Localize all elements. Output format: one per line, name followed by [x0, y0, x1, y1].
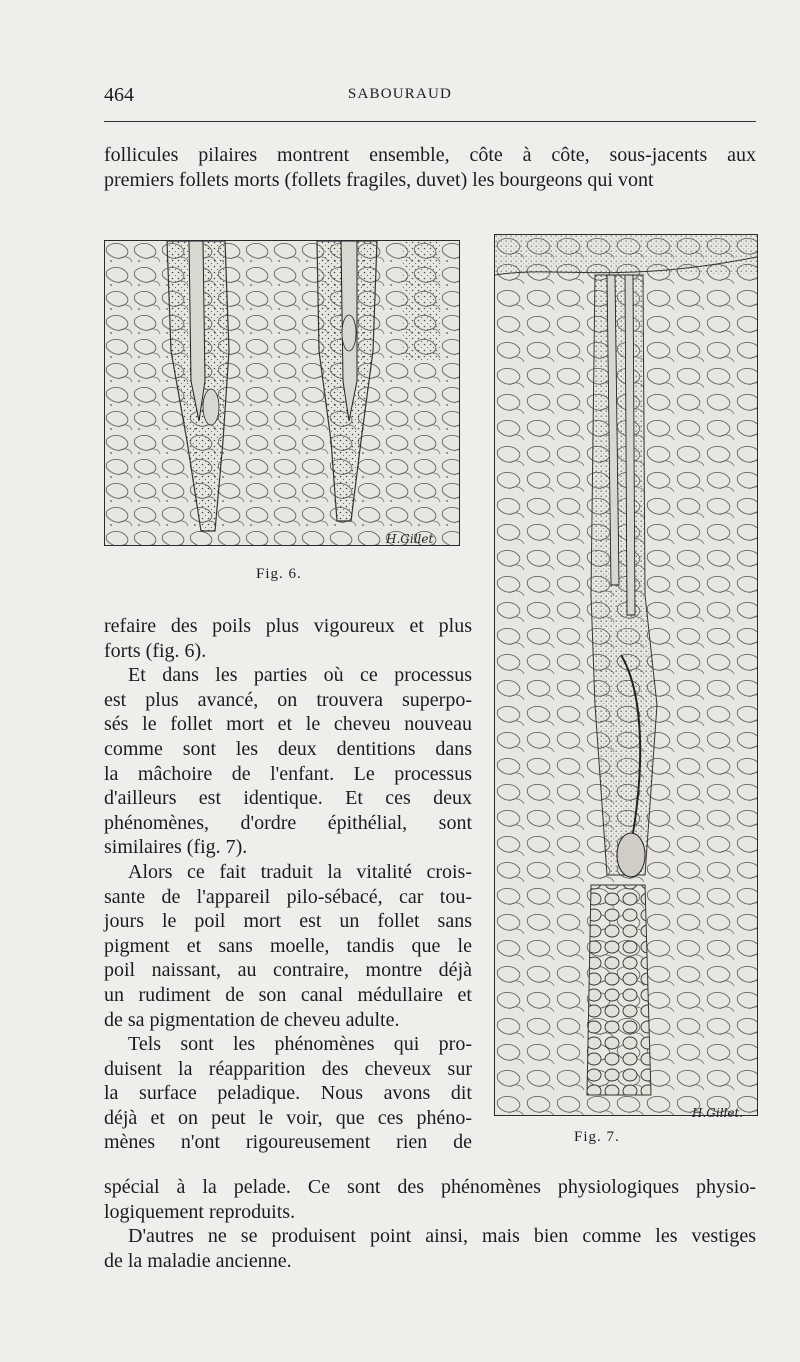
text-line: similaires (fig. 7). [104, 836, 248, 859]
text-line: sante de l'appareil pilo-sébacé, car tou- [104, 885, 472, 908]
text-line: comme sont les deux dentitions dans [104, 737, 472, 760]
figure-7-signature: H.Gillet. [692, 1106, 744, 1120]
text-line: refaire des poils plus vigoureux et plus [104, 615, 472, 637]
header-rule [104, 121, 756, 122]
text-line: la surface peladique. Nous avons dit [104, 1082, 472, 1105]
opening-paragraph [104, 143, 756, 192]
text-line: spécial à la pelade. Ce sont des phénomènes physiologiques physio- [104, 1176, 756, 1198]
text-line: duisent la réapparition des cheveux sur [104, 1057, 472, 1080]
text-line: pigment et sans moelle, tandis que le [104, 934, 472, 957]
text-line: de la maladie ancienne. [104, 1249, 292, 1272]
narrow-column-text [104, 614, 472, 1155]
text-line: est plus avancé, on trouvera superpo- [104, 688, 472, 711]
closing-paragraph [104, 1175, 756, 1273]
page-number: 464 [104, 84, 134, 106]
text-line: poil naissant, au contraire, montre déjà [104, 959, 472, 982]
text-line: de sa pigmentation de cheveu adulte. [104, 1008, 400, 1031]
text-line: déjà et on peut le voir, que ces phéno- [104, 1106, 472, 1129]
text-line: D'autres ne se produisent point ainsi, mais bien comme les vestiges [128, 1225, 756, 1248]
text-line: d'ailleurs est identique. Et ces deux [104, 787, 472, 810]
text-line: sés le follet mort et le cheveu nouveau [104, 713, 472, 736]
text-line: Et dans les parties où ce processus [128, 664, 472, 687]
text-line: Tels sont les phénomènes qui pro- [128, 1033, 472, 1056]
figure-6-signature: H.Gillet [386, 532, 434, 546]
figure-7-illustration [494, 234, 758, 1116]
text-line: un rudiment de son canal médullaire et [104, 983, 472, 1006]
figure-6-illustration [104, 240, 460, 546]
text-line: Alors ce fait traduit la vitalité crois- [128, 860, 472, 883]
text-line: mènes n'ont rigoureusement rien de [104, 1131, 472, 1154]
text-line: logiquement reproduits. [104, 1200, 296, 1223]
text-line: phénomènes, d'ordre épithélial, sont [104, 811, 472, 834]
text-line: la mâchoire de l'enfant. Le processus [104, 762, 472, 785]
figure-7-caption: Fig. 7. [574, 1129, 620, 1145]
text-line: follicules pilaires montrent ensemble, côte à côte, sous-jacents aux [104, 144, 756, 166]
text-line: jours le poil mort est un follet sans [104, 910, 472, 933]
running-title: SABOURAUD [347, 86, 453, 102]
text-line: forts (fig. 6). [104, 639, 207, 662]
text-line: premiers follets morts (follets fragiles, duvet) les bourgeons qui vont [104, 168, 654, 191]
figure-6-caption: Fig. 6. [256, 566, 302, 582]
